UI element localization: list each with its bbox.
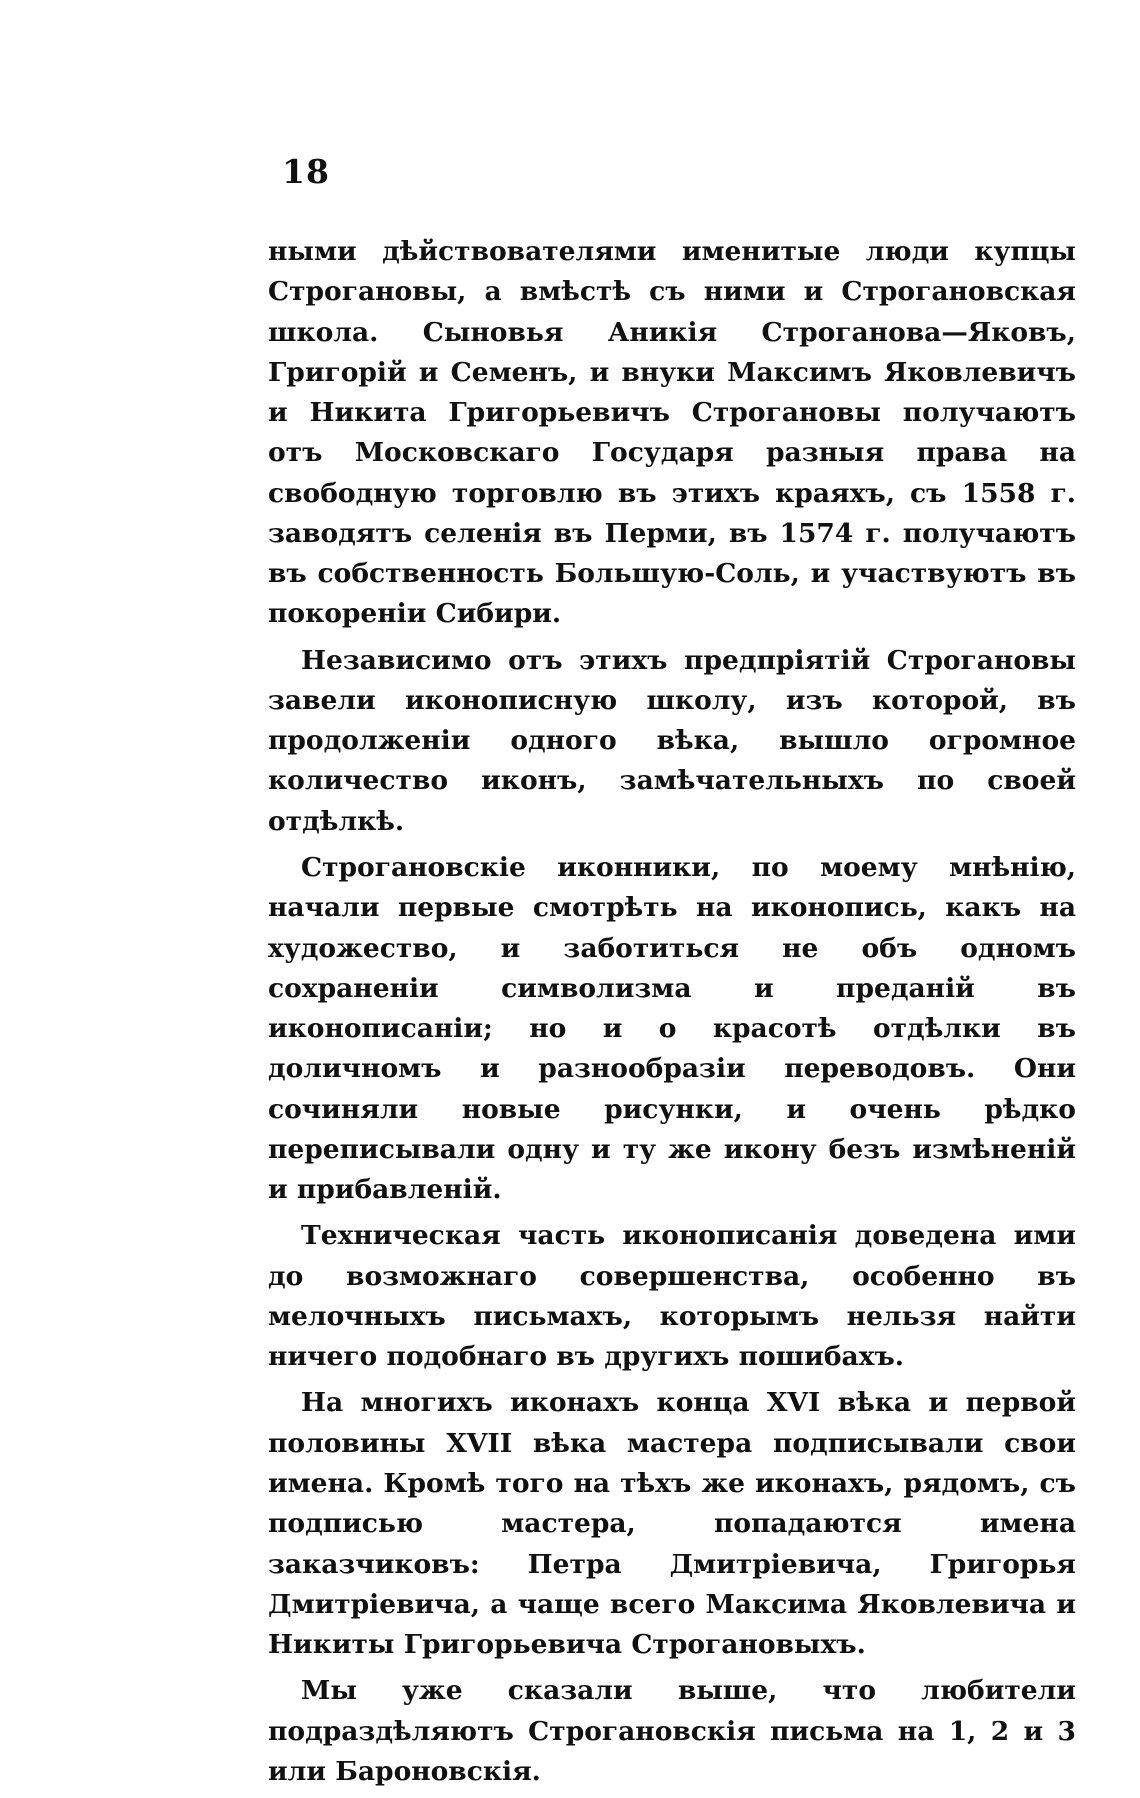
paragraph-4: Техническая часть иконописанія доведена ими до возможнаго совершенства, особенно въ мелочныхъ письмахъ, которымъ нельзя найти ничего подобнаго въ другихъ пошибахъ. [268, 1220, 1076, 1373]
page-number: 18 [282, 152, 330, 191]
body-text [268, 232, 1076, 1798]
paragraph-5: На многихъ иконахъ конца XVI вѣка и первой половины XVII вѣка мастера подписывали свои имена. Кромѣ того на тѣхъ же иконахъ, рядомъ, съ подписью мастера, попадаются имена заказчиковъ: Петра Дмитріевича, Григорья Дмитріевича, а чаще всего Максима Яковлевича и Никиты Григорьевича Строгановыхъ. [268, 1387, 1076, 1661]
paragraph-6: Мы уже сказали выше, что любители подраздѣляютъ Строгановскія письма на 1, 2 и 3 или Бароновскія. [268, 1675, 1076, 1787]
paragraph-1: ными дѣйствователями именитые люди купцы Строгановы, а вмѣстѣ съ ними и Строгановская школа. Сыновья Аникія Строганова—Яковъ, Григорій и Семенъ, и внуки Максимъ Яковлевичъ и Никита Григорьевичъ Строгановы получаютъ отъ Московскаго Государя разныя права на свободную торговлю въ этихъ краяхъ, съ 1558 г. заводятъ селенія въ Перми, въ 1574 г. получаютъ въ собственность Большую-Соль, и участвуютъ въ покореніи Сибири. [268, 236, 1076, 630]
paragraph-3: Строгановскіе иконники, по моему мнѣнію, начали первые смотрѣть на иконопись, какъ на художество, и заботиться не объ одномъ сохраненіи символизма и преданій въ иконописаніи; но и о красотѣ отдѣлки въ доличномъ и разнообразіи переводовъ. Они сочиняли новые рисунки, и очень рѣдко переписывали одну и ту же икону безъ измѣненій и прибавленій. [268, 851, 1076, 1206]
paragraph-2: Независимо отъ этихъ предпріятій Строгановы завели иконописную школу, изъ которой, въ продолженіи одного вѣка, вышло огромное количество иконъ, замѣчательныхъ по своей отдѣлкѣ. [268, 644, 1076, 837]
